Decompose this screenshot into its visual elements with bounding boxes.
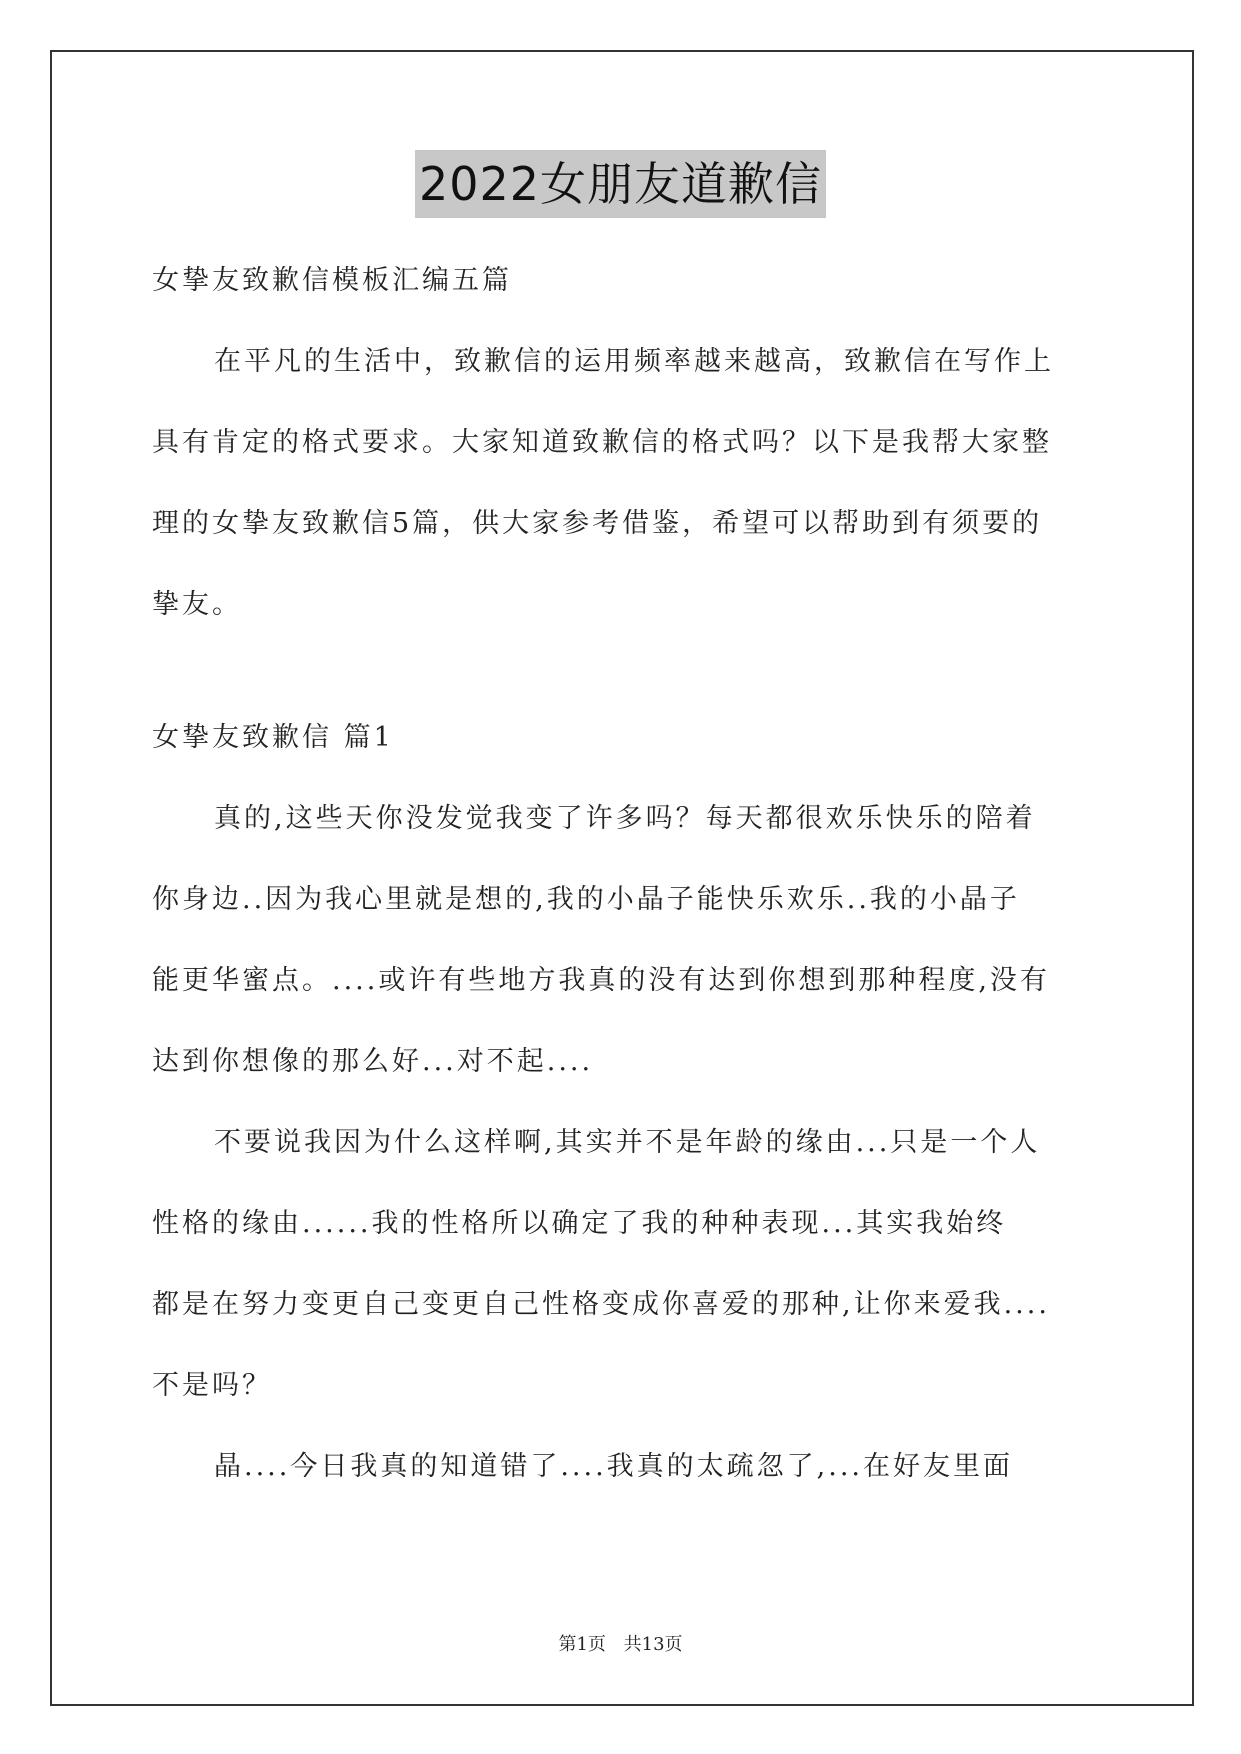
intro-line: 在平凡的生活中，致歉信的运用频率越来越高，致歉信在写作上 (214, 346, 1054, 377)
page-number: 第1页 (558, 1634, 606, 1655)
paragraph-line: 性格的缘由......我的性格所以确定了我的种种表现...其实我始终 (152, 1208, 1007, 1239)
paragraph-line: 都是在努力变更自己变更自己性格变成你喜爱的那种,让你来爱我.... (152, 1289, 1050, 1320)
paragraph-line: 不是吗？ (152, 1370, 272, 1401)
paragraph-line: 能更华蜜点。....或许有些地方我真的没有达到你想到那种程度,没有 (152, 965, 1050, 996)
document-title: 2022女朋友道歉信 (415, 150, 826, 218)
paragraph-line: 晶....今日我真的知道错了....我真的太疏忽了,...在好友里面 (214, 1451, 1013, 1482)
document-body (152, 240, 1092, 1507)
paragraph-line: 真的,这些天你没发觉我变了许多吗？每天都很欢乐快乐的陪着 (214, 803, 1036, 834)
section-heading: 女挚友致歉信 篇1 (152, 722, 394, 753)
spacer (152, 645, 1092, 697)
intro-line: 理的女挚友致歉信5篇，供大家参考借鉴，希望可以帮助到有须要的 (152, 508, 1043, 539)
paragraph-line: 达到你想像的那么好...对不起.... (152, 1046, 594, 1077)
page-total: 共13页 (623, 1634, 683, 1655)
paragraph-line: 不要说我因为什么这样啊,其实并不是年龄的缘由...只是一个人 (214, 1127, 1041, 1158)
document-subtitle: 女挚友致歉信模板汇编五篇 (152, 265, 512, 296)
intro-line: 具有肯定的格式要求。大家知道致歉信的格式吗？以下是我帮大家整 (152, 427, 1052, 458)
title-container (0, 150, 1241, 218)
intro-line: 挚友。 (152, 589, 242, 620)
paragraph-line: 你身边..因为我心里就是想的,我的小晶子能快乐欢乐..我的小晶子 (152, 884, 1020, 915)
page-footer (0, 1630, 1241, 1656)
